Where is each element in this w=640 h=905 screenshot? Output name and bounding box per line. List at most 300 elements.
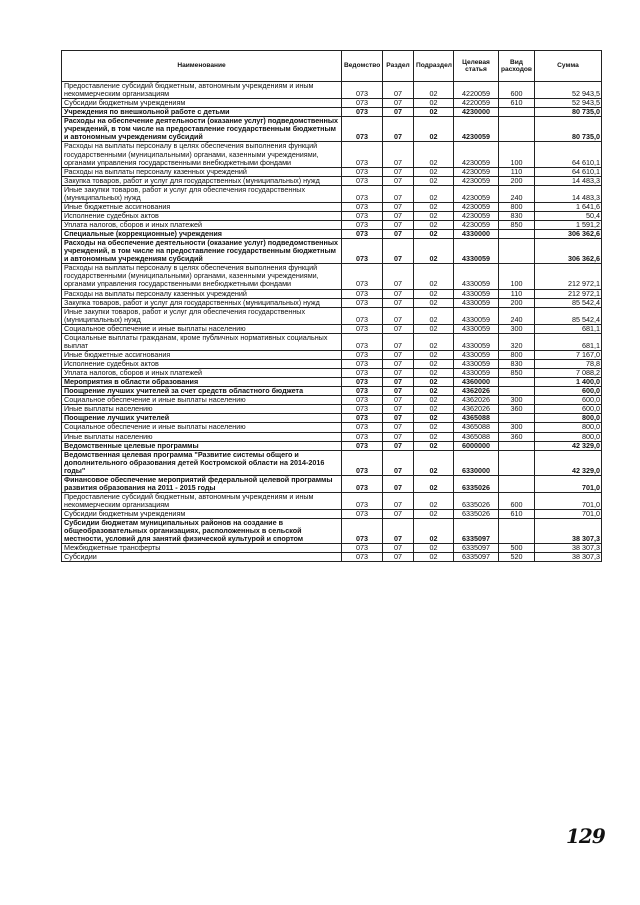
cell-target: 6000000	[454, 441, 499, 450]
cell-target: 4330059	[454, 264, 499, 289]
cell-exptype: 200	[499, 176, 535, 185]
cell-target: 4330059	[454, 298, 499, 307]
cell-target: 4230059	[454, 167, 499, 176]
cell-name: Расходы на выплаты персоналу казенных учреждений	[62, 289, 342, 298]
cell-subsection: 02	[414, 185, 454, 202]
cell-target: 4230000	[454, 108, 499, 117]
cell-section: 07	[383, 185, 414, 202]
table-row	[62, 333, 602, 350]
cell-section: 07	[383, 211, 414, 220]
cell-subsection: 02	[414, 450, 454, 475]
cell-amount: 52 943,5	[535, 99, 602, 108]
table-row	[62, 432, 602, 441]
cell-name: Закупка товаров, работ и услуг для государственных (муниципальных) нужд	[62, 298, 342, 307]
cell-subsection: 02	[414, 441, 454, 450]
cell-dept: 073	[342, 350, 383, 359]
cell-dept: 073	[342, 553, 383, 562]
cell-exptype	[499, 230, 535, 239]
cell-name: Иные выплаты населению	[62, 405, 342, 414]
cell-dept: 073	[342, 99, 383, 108]
cell-name: Иные закупки товаров, работ и услуг для обеспечения государственных (муниципальных) нужд	[62, 307, 342, 324]
cell-target: 6330000	[454, 450, 499, 475]
cell-name: Закупка товаров, работ и услуг для государственных (муниципальных) нужд	[62, 176, 342, 185]
cell-amount: 7 167,0	[535, 350, 602, 359]
cell-exptype: 800	[499, 350, 535, 359]
cell-subsection: 02	[414, 324, 454, 333]
cell-amount: 80 735,0	[535, 117, 602, 142]
cell-subsection: 02	[414, 230, 454, 239]
cell-exptype: 520	[499, 553, 535, 562]
cell-dept: 073	[342, 405, 383, 414]
header-amount: Сумма	[535, 51, 602, 82]
cell-exptype	[499, 378, 535, 387]
cell-amount: 701,0	[535, 510, 602, 519]
cell-dept: 073	[342, 441, 383, 450]
cell-target: 6335026	[454, 492, 499, 509]
cell-dept: 073	[342, 264, 383, 289]
cell-dept: 073	[342, 176, 383, 185]
cell-dept: 073	[342, 239, 383, 264]
cell-target: 6335026	[454, 510, 499, 519]
cell-name: Расходы на выплаты персоналу в целях обеспечения выполнения функций государственными (муниципальными) органами, казенными учреждениями, органами управления государственными внебюджетными фондами	[62, 264, 342, 289]
table-row	[62, 544, 602, 553]
cell-name: Социальное обеспечение и иные выплаты населению	[62, 423, 342, 432]
cell-subsection: 02	[414, 475, 454, 492]
cell-amount: 38 307,3	[535, 519, 602, 544]
cell-exptype: 240	[499, 185, 535, 202]
cell-name: Субсидии	[62, 553, 342, 562]
cell-exptype: 110	[499, 167, 535, 176]
table-body	[62, 82, 602, 562]
cell-amount: 600,0	[535, 396, 602, 405]
cell-section: 07	[383, 324, 414, 333]
cell-section: 07	[383, 441, 414, 450]
cell-dept: 073	[342, 307, 383, 324]
cell-section: 07	[383, 108, 414, 117]
table-row	[62, 369, 602, 378]
cell-section: 07	[383, 142, 414, 167]
cell-subsection: 02	[414, 414, 454, 423]
cell-exptype: 110	[499, 289, 535, 298]
cell-name: Субсидии бюджетным учреждениям	[62, 99, 342, 108]
cell-name: Исполнение судебных актов	[62, 360, 342, 369]
table-row	[62, 264, 602, 289]
table-row	[62, 298, 602, 307]
cell-target: 6335097	[454, 544, 499, 553]
table-row	[62, 117, 602, 142]
cell-exptype: 800	[499, 202, 535, 211]
cell-dept: 073	[342, 289, 383, 298]
table-row	[62, 230, 602, 239]
table-row	[62, 82, 602, 99]
header-row	[62, 51, 602, 82]
cell-exptype: 320	[499, 333, 535, 350]
cell-section: 07	[383, 202, 414, 211]
cell-amount: 306 362,6	[535, 230, 602, 239]
cell-target: 4365088	[454, 432, 499, 441]
cell-name: Уплата налогов, сборов и иных платежей	[62, 369, 342, 378]
cell-subsection: 02	[414, 239, 454, 264]
cell-dept: 073	[342, 475, 383, 492]
cell-subsection: 02	[414, 510, 454, 519]
cell-dept: 073	[342, 414, 383, 423]
cell-subsection: 02	[414, 117, 454, 142]
cell-subsection: 02	[414, 378, 454, 387]
cell-subsection: 02	[414, 360, 454, 369]
cell-section: 07	[383, 492, 414, 509]
table-row	[62, 475, 602, 492]
cell-exptype	[499, 475, 535, 492]
header-exptype: Вид расходов	[499, 51, 535, 82]
table-row	[62, 553, 602, 562]
cell-amount: 14 483,3	[535, 176, 602, 185]
table-row	[62, 239, 602, 264]
cell-dept: 073	[342, 167, 383, 176]
cell-amount: 38 307,3	[535, 553, 602, 562]
cell-exptype: 100	[499, 142, 535, 167]
cell-amount: 64 610,1	[535, 167, 602, 176]
table-row	[62, 99, 602, 108]
cell-target: 4330059	[454, 239, 499, 264]
table-row	[62, 167, 602, 176]
cell-subsection: 02	[414, 221, 454, 230]
cell-name: Расходы на выплаты персоналу в целях обеспечения выполнения функций государственными (муниципальными) органами, казенными учреждениями, органами управления государственными внебюджетными фондами	[62, 142, 342, 167]
budget-table	[61, 50, 602, 562]
cell-target: 4362026	[454, 405, 499, 414]
cell-section: 07	[383, 307, 414, 324]
cell-amount: 85 542,4	[535, 298, 602, 307]
cell-section: 07	[383, 333, 414, 350]
cell-name: Иные бюджетные ассигнования	[62, 202, 342, 211]
cell-dept: 073	[342, 492, 383, 509]
cell-section: 07	[383, 414, 414, 423]
table-row	[62, 185, 602, 202]
cell-target: 4330059	[454, 369, 499, 378]
cell-exptype: 300	[499, 423, 535, 432]
cell-subsection: 02	[414, 544, 454, 553]
table-row	[62, 441, 602, 450]
cell-section: 07	[383, 117, 414, 142]
header-subsection: Подраздел	[414, 51, 454, 82]
cell-amount: 38 307,3	[535, 544, 602, 553]
cell-dept: 073	[342, 333, 383, 350]
table-row	[62, 519, 602, 544]
cell-dept: 073	[342, 387, 383, 396]
cell-dept: 073	[342, 202, 383, 211]
cell-section: 07	[383, 378, 414, 387]
cell-dept: 073	[342, 82, 383, 99]
cell-amount: 306 362,6	[535, 239, 602, 264]
cell-section: 07	[383, 544, 414, 553]
cell-amount: 80 735,0	[535, 108, 602, 117]
cell-name: Расходы на обеспечение деятельности (оказание услуг) подведомственных учреждений, в том числе на предоставление государственным бюджетным и автономным учреждениям субсидий	[62, 117, 342, 142]
cell-dept: 073	[342, 117, 383, 142]
cell-section: 07	[383, 350, 414, 359]
cell-target: 6335097	[454, 519, 499, 544]
table-row	[62, 414, 602, 423]
cell-subsection: 02	[414, 432, 454, 441]
cell-name: Поощрение лучших учителей	[62, 414, 342, 423]
cell-exptype	[499, 117, 535, 142]
header-name: Наименование	[62, 51, 342, 82]
cell-exptype: 500	[499, 544, 535, 553]
cell-subsection: 02	[414, 405, 454, 414]
cell-subsection: 02	[414, 369, 454, 378]
cell-target: 6335097	[454, 553, 499, 562]
cell-amount: 701,0	[535, 492, 602, 509]
cell-target: 4220059	[454, 99, 499, 108]
cell-subsection: 02	[414, 298, 454, 307]
cell-name: Мероприятия в области образования	[62, 378, 342, 387]
cell-subsection: 02	[414, 307, 454, 324]
cell-name: Социальное обеспечение и иные выплаты населению	[62, 324, 342, 333]
cell-target: 4330059	[454, 360, 499, 369]
cell-name: Расходы на обеспечение деятельности (оказание услуг) подведомственных учреждений, в том числе на предоставление государственным бюджетным и автономным учреждениям субсидий	[62, 239, 342, 264]
cell-exptype: 300	[499, 396, 535, 405]
cell-target: 4230059	[454, 142, 499, 167]
cell-exptype	[499, 387, 535, 396]
cell-name: Социальное обеспечение и иные выплаты населению	[62, 396, 342, 405]
cell-amount: 600,0	[535, 387, 602, 396]
cell-dept: 073	[342, 450, 383, 475]
cell-name: Поощрение лучших учителей за счет средств областного бюджета	[62, 387, 342, 396]
table-row	[62, 221, 602, 230]
cell-target: 4230059	[454, 185, 499, 202]
cell-section: 07	[383, 360, 414, 369]
table-row	[62, 289, 602, 298]
cell-name: Финансовое обеспечение мероприятий федеральной целевой программы развития образования на 2011 - 2015 годы	[62, 475, 342, 492]
cell-name: Межбюджетные трансферты	[62, 544, 342, 553]
cell-exptype: 100	[499, 264, 535, 289]
cell-target: 4230059	[454, 202, 499, 211]
cell-subsection: 02	[414, 211, 454, 220]
cell-section: 07	[383, 230, 414, 239]
cell-name: Субсидии бюджетным учреждениям	[62, 510, 342, 519]
cell-subsection: 02	[414, 333, 454, 350]
cell-subsection: 02	[414, 142, 454, 167]
cell-amount: 7 088,2	[535, 369, 602, 378]
cell-section: 07	[383, 396, 414, 405]
cell-amount: 50,4	[535, 211, 602, 220]
cell-target: 4220059	[454, 82, 499, 99]
cell-name: Исполнение судебных актов	[62, 211, 342, 220]
cell-exptype	[499, 239, 535, 264]
cell-section: 07	[383, 239, 414, 264]
cell-dept: 073	[342, 432, 383, 441]
table-row	[62, 202, 602, 211]
cell-exptype: 200	[499, 298, 535, 307]
cell-dept: 073	[342, 378, 383, 387]
header-dept: Ведомство	[342, 51, 383, 82]
cell-amount: 14 483,3	[535, 185, 602, 202]
cell-target: 4230059	[454, 211, 499, 220]
cell-amount: 64 610,1	[535, 142, 602, 167]
cell-subsection: 02	[414, 423, 454, 432]
cell-section: 07	[383, 369, 414, 378]
cell-exptype	[499, 441, 535, 450]
cell-section: 07	[383, 450, 414, 475]
cell-section: 07	[383, 387, 414, 396]
cell-name: Субсидии бюджетам муниципальных районов на создание в общеобразовательных организациях, расположенных в сельской местности, условий для занятий физической культурой и спортом	[62, 519, 342, 544]
cell-target: 4360000	[454, 378, 499, 387]
cell-name: Предоставление субсидий бюджетным, автономным учреждениям и иным некоммерческим организациям	[62, 82, 342, 99]
cell-amount: 78,8	[535, 360, 602, 369]
cell-subsection: 02	[414, 553, 454, 562]
cell-dept: 073	[342, 396, 383, 405]
cell-section: 07	[383, 423, 414, 432]
cell-amount: 212 972,1	[535, 264, 602, 289]
table-row	[62, 142, 602, 167]
cell-exptype: 850	[499, 369, 535, 378]
cell-exptype: 360	[499, 405, 535, 414]
header-section: Раздел	[383, 51, 414, 82]
table-row	[62, 350, 602, 359]
cell-subsection: 02	[414, 167, 454, 176]
cell-section: 07	[383, 82, 414, 99]
cell-target: 4330059	[454, 333, 499, 350]
cell-exptype: 830	[499, 360, 535, 369]
cell-name: Иные закупки товаров, работ и услуг для обеспечения государственных (муниципальных) нужд	[62, 185, 342, 202]
cell-name: Ведомственная целевая программа "Развитие системы общего и дополнительного образования детей Костромской области на 2014-2016 годы"	[62, 450, 342, 475]
cell-dept: 073	[342, 211, 383, 220]
cell-target: 4230059	[454, 221, 499, 230]
cell-dept: 073	[342, 519, 383, 544]
cell-dept: 073	[342, 298, 383, 307]
cell-dept: 073	[342, 185, 383, 202]
cell-section: 07	[383, 264, 414, 289]
cell-amount: 600,0	[535, 405, 602, 414]
cell-amount: 681,1	[535, 324, 602, 333]
table-row	[62, 423, 602, 432]
cell-exptype: 240	[499, 307, 535, 324]
cell-subsection: 02	[414, 289, 454, 298]
table-row	[62, 211, 602, 220]
cell-dept: 073	[342, 510, 383, 519]
cell-target: 4365088	[454, 414, 499, 423]
cell-dept: 073	[342, 230, 383, 239]
cell-name: Учреждения по внешкольной работе с детьми	[62, 108, 342, 117]
cell-amount: 1 400,0	[535, 378, 602, 387]
cell-dept: 073	[342, 324, 383, 333]
cell-exptype: 360	[499, 432, 535, 441]
cell-name: Расходы на выплаты персоналу казенных учреждений	[62, 167, 342, 176]
cell-subsection: 02	[414, 396, 454, 405]
cell-section: 07	[383, 432, 414, 441]
cell-target: 4330000	[454, 230, 499, 239]
cell-section: 07	[383, 405, 414, 414]
cell-target: 4362026	[454, 396, 499, 405]
cell-exptype: 830	[499, 211, 535, 220]
table-row	[62, 324, 602, 333]
cell-section: 07	[383, 289, 414, 298]
cell-section: 07	[383, 176, 414, 185]
cell-amount: 1 591,2	[535, 221, 602, 230]
cell-exptype: 610	[499, 99, 535, 108]
cell-target: 4330059	[454, 350, 499, 359]
cell-amount: 42 329,0	[535, 450, 602, 475]
cell-name: Социальные выплаты гражданам, кроме публичных нормативных социальных выплат	[62, 333, 342, 350]
cell-exptype	[499, 414, 535, 423]
cell-amount: 1 641,6	[535, 202, 602, 211]
table-row	[62, 492, 602, 509]
cell-section: 07	[383, 99, 414, 108]
table-row	[62, 405, 602, 414]
cell-name: Предоставление субсидий бюджетным, автономным учреждениям и иным некоммерческим организациям	[62, 492, 342, 509]
cell-exptype: 610	[499, 510, 535, 519]
cell-exptype: 300	[499, 324, 535, 333]
cell-dept: 073	[342, 423, 383, 432]
cell-target: 4330059	[454, 307, 499, 324]
table-row	[62, 510, 602, 519]
table-row	[62, 387, 602, 396]
cell-amount: 85 542,4	[535, 307, 602, 324]
cell-name: Ведомственные целевые программы	[62, 441, 342, 450]
table-row	[62, 360, 602, 369]
table-row	[62, 108, 602, 117]
table-header	[62, 51, 602, 82]
handwritten-page-number: 129	[566, 824, 605, 848]
cell-exptype: 850	[499, 221, 535, 230]
cell-amount: 800,0	[535, 432, 602, 441]
cell-exptype	[499, 450, 535, 475]
cell-amount: 42 329,0	[535, 441, 602, 450]
cell-section: 07	[383, 298, 414, 307]
cell-amount: 701,0	[535, 475, 602, 492]
cell-target: 4230059	[454, 117, 499, 142]
cell-target: 4330059	[454, 324, 499, 333]
cell-target: 4365088	[454, 423, 499, 432]
cell-amount: 212 972,1	[535, 289, 602, 298]
table-row	[62, 396, 602, 405]
cell-subsection: 02	[414, 492, 454, 509]
table-row	[62, 307, 602, 324]
cell-subsection: 02	[414, 519, 454, 544]
header-target: Целевая статья	[454, 51, 499, 82]
cell-subsection: 02	[414, 387, 454, 396]
cell-dept: 073	[342, 544, 383, 553]
cell-subsection: 02	[414, 350, 454, 359]
cell-dept: 073	[342, 221, 383, 230]
cell-exptype	[499, 519, 535, 544]
cell-subsection: 02	[414, 202, 454, 211]
cell-amount: 681,1	[535, 333, 602, 350]
cell-section: 07	[383, 167, 414, 176]
cell-exptype: 600	[499, 492, 535, 509]
cell-amount: 800,0	[535, 423, 602, 432]
cell-target: 6335026	[454, 475, 499, 492]
cell-amount: 800,0	[535, 414, 602, 423]
cell-subsection: 02	[414, 99, 454, 108]
table-row	[62, 378, 602, 387]
cell-subsection: 02	[414, 82, 454, 99]
cell-subsection: 02	[414, 264, 454, 289]
cell-section: 07	[383, 510, 414, 519]
cell-subsection: 02	[414, 176, 454, 185]
cell-dept: 073	[342, 142, 383, 167]
cell-amount: 52 943,5	[535, 82, 602, 99]
table-row	[62, 450, 602, 475]
cell-dept: 073	[342, 369, 383, 378]
cell-exptype	[499, 108, 535, 117]
cell-dept: 073	[342, 360, 383, 369]
cell-target: 4330059	[454, 289, 499, 298]
cell-name: Иные бюджетные ассигнования	[62, 350, 342, 359]
cell-subsection: 02	[414, 108, 454, 117]
cell-name: Уплата налогов, сборов и иных платежей	[62, 221, 342, 230]
cell-dept: 073	[342, 108, 383, 117]
cell-name: Иные выплаты населению	[62, 432, 342, 441]
cell-section: 07	[383, 519, 414, 544]
